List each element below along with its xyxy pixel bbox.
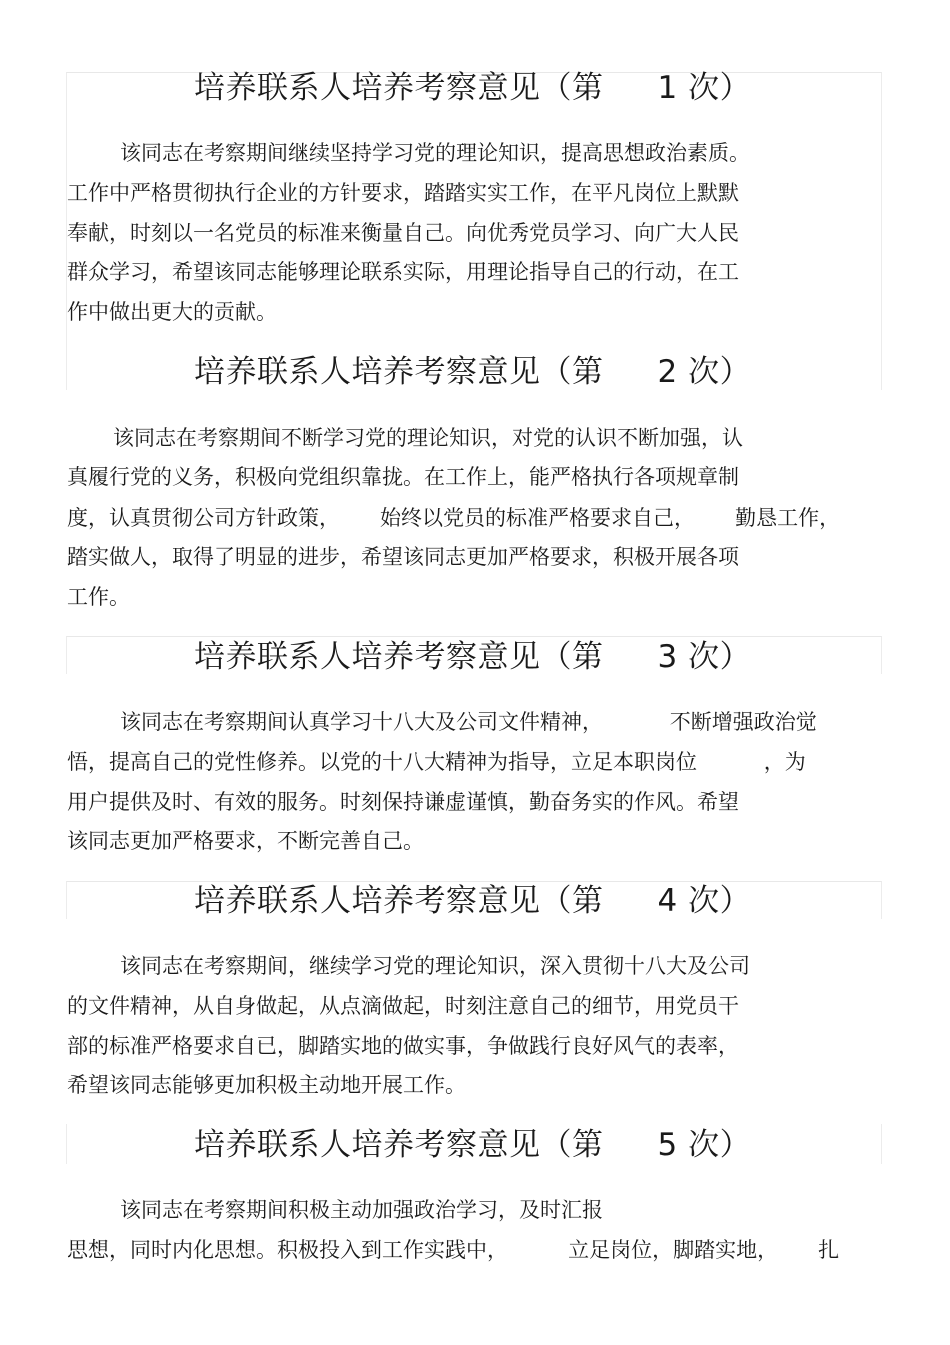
paragraph-line: 希望该同志能够更加积极主动地开展工作。: [67, 1073, 466, 1097]
paragraph-line: 悟，提高自己的党性修养。以党的十八大精神为指导，立足本职岗位 ，为: [67, 750, 806, 774]
paragraph-line: 踏实做人，取得了明显的进步，希望该同志更加严格要求，积极开展各项: [67, 545, 739, 569]
title-prefix: 培养联系人培养考察意见（第: [194, 1127, 604, 1163]
paragraph-line: 作中做出更大的贡献。: [67, 300, 277, 324]
paragraph-line: 真履行党的义务，积极向党组织靠拢。在工作上，能严格执行各项规章制: [67, 465, 739, 489]
section-title: [194, 70, 751, 106]
title-prefix: 培养联系人培养考察意见（第: [194, 70, 604, 106]
title-count: 2 次）: [657, 354, 752, 390]
title-count: 5 次）: [657, 1127, 752, 1163]
title-count: 1 次）: [657, 70, 752, 106]
section-title: [194, 354, 751, 390]
paragraph-line: 该同志更加严格要求，不断完善自己。: [67, 829, 424, 853]
paragraph-line: 思想，同时内化思想。积极投入到工作实践中， 立足岗位，脚踏实地， 扎: [67, 1238, 840, 1262]
paragraph-line: 的文件精神，从自身做起，从点滴做起，时刻注意自己的细节，用党员干: [67, 994, 739, 1018]
paragraph-line: 群众学习，希望该同志能够理论联系实际，用理论指导自己的行动，在工: [67, 260, 739, 284]
paragraph-line: 工作中严格贯彻执行企业的方针要求，踏踏实实工作，在平凡岗位上默默: [67, 181, 739, 205]
paragraph-line: 该同志在考察期间积极主动加强政治学习，及时汇报: [120, 1198, 603, 1222]
title-prefix: 培养联系人培养考察意见（第: [194, 354, 604, 390]
paragraph-line: 用户提供及时、有效的服务。时刻保持谦虚谨慎，勤奋务实的作风。希望: [67, 790, 739, 814]
paragraph-line: 奉献，时刻以一名党员的标准来衡量自己。向优秀党员学习、向广大人民: [67, 221, 739, 245]
title-count: 3 次）: [657, 639, 752, 675]
paragraph-line: 度，认真贯彻公司方针政策， 始终以党员的标准严格要求自己， 勤恳工作，: [67, 506, 841, 530]
title-prefix: 培养联系人培养考察意见（第: [194, 639, 604, 675]
paragraph-line: 该同志在考察期间继续坚持学习党的理论知识，提高思想政治素质。: [120, 141, 750, 165]
section-title: [194, 1127, 751, 1163]
paragraph-line: 该同志在考察期间认真学习十八大及公司文件精神， 不断增强政治觉: [120, 710, 817, 734]
section-title: [194, 883, 751, 919]
paragraph-line: 工作。: [67, 585, 130, 609]
title-prefix: 培养联系人培养考察意见（第: [194, 883, 604, 919]
paragraph-line: 部的标准严格要求自已，脚踏实地的做实事，争做践行良好风气的表率，: [67, 1034, 739, 1058]
title-count: 4 次）: [657, 883, 752, 919]
paragraph-line: 该同志在考察期间不断学习党的理论知识，对党的认识不断加强，认: [113, 426, 743, 450]
section-title: [194, 639, 751, 675]
paragraph-line: 该同志在考察期间，继续学习党的理论知识，深入贯彻十八大及公司: [120, 954, 750, 978]
